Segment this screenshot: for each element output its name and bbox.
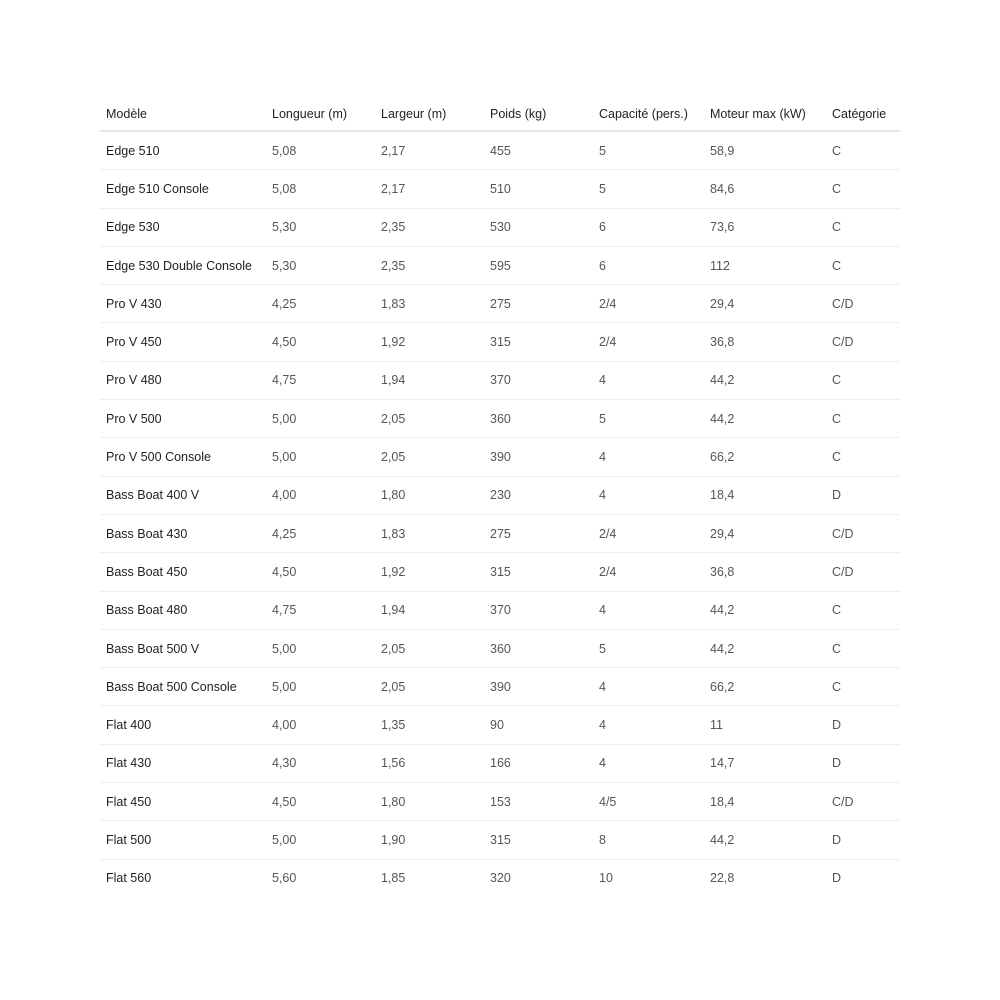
table-row [100, 170, 900, 208]
cell-length: 4,25 [266, 285, 375, 323]
cell-width: 2,05 [375, 668, 484, 706]
cell-category: C [826, 629, 900, 667]
column-header-length: Longueur (m) [266, 97, 375, 131]
cell-capacity: 2/4 [593, 323, 704, 361]
cell-length: 5,00 [266, 668, 375, 706]
cell-max-engine: 44,2 [704, 361, 826, 399]
cell-width: 1,83 [375, 514, 484, 552]
cell-model: Flat 400 [100, 706, 266, 744]
cell-max-engine: 66,2 [704, 668, 826, 706]
table-row [100, 285, 900, 323]
cell-max-engine: 58,9 [704, 131, 826, 170]
cell-category: D [826, 821, 900, 859]
cell-category: D [826, 476, 900, 514]
cell-max-engine: 112 [704, 246, 826, 284]
cell-model: Edge 510 Console [100, 170, 266, 208]
cell-max-engine: 44,2 [704, 591, 826, 629]
column-header-max-engine: Moteur max (kW) [704, 97, 826, 131]
cell-category: C [826, 438, 900, 476]
cell-weight: 390 [484, 668, 593, 706]
column-header-category: Catégorie [826, 97, 900, 131]
cell-width: 1,92 [375, 323, 484, 361]
cell-max-engine: 66,2 [704, 438, 826, 476]
cell-length: 5,30 [266, 208, 375, 246]
table-body [100, 131, 900, 897]
table-row [100, 208, 900, 246]
cell-max-engine: 18,4 [704, 783, 826, 821]
cell-category: C [826, 361, 900, 399]
column-header-width: Largeur (m) [375, 97, 484, 131]
cell-capacity: 4 [593, 706, 704, 744]
cell-model: Edge 510 [100, 131, 266, 170]
cell-length: 4,25 [266, 514, 375, 552]
cell-capacity: 4/5 [593, 783, 704, 821]
cell-capacity: 4 [593, 438, 704, 476]
table-row [100, 591, 900, 629]
cell-category: C [826, 591, 900, 629]
cell-max-engine: 44,2 [704, 400, 826, 438]
cell-category: C [826, 131, 900, 170]
cell-length: 5,00 [266, 821, 375, 859]
cell-capacity: 4 [593, 744, 704, 782]
cell-category: C/D [826, 323, 900, 361]
cell-category: C [826, 170, 900, 208]
table-row [100, 629, 900, 667]
cell-width: 2,05 [375, 438, 484, 476]
cell-capacity: 2/4 [593, 514, 704, 552]
cell-capacity: 2/4 [593, 553, 704, 591]
cell-width: 2,35 [375, 208, 484, 246]
cell-capacity: 4 [593, 668, 704, 706]
cell-width: 1,94 [375, 591, 484, 629]
column-header-model: Modèle [100, 97, 266, 131]
cell-width: 1,92 [375, 553, 484, 591]
cell-length: 4,30 [266, 744, 375, 782]
cell-max-engine: 11 [704, 706, 826, 744]
cell-length: 5,00 [266, 400, 375, 438]
cell-length: 4,75 [266, 591, 375, 629]
table-row [100, 859, 900, 897]
table-row [100, 476, 900, 514]
cell-category: C [826, 400, 900, 438]
cell-category: C [826, 246, 900, 284]
cell-category: D [832, 871, 842, 886]
boat-specs-table [100, 97, 900, 897]
cell-model: Flat 430 [100, 744, 266, 782]
cell-weight: 153 [484, 783, 593, 821]
cell-length: 5,30 [266, 246, 375, 284]
cell-model: Bass Boat 480 [100, 591, 266, 629]
header-row [100, 97, 900, 131]
cell-model: Flat 560 [106, 871, 152, 886]
cell-model: Pro V 500 [100, 400, 266, 438]
cell-weight: 360 [484, 400, 593, 438]
cell-capacity: 6 [593, 246, 704, 284]
cell-capacity: 4 [593, 591, 704, 629]
cell-width: 1,85 [381, 871, 406, 886]
table-row [100, 706, 900, 744]
cell-capacity: 5 [593, 629, 704, 667]
cell-capacity: 5 [593, 170, 704, 208]
cell-category: C/D [826, 553, 900, 591]
cell-capacity: 8 [593, 821, 704, 859]
cell-model: Flat 500 [100, 821, 266, 859]
cell-weight: 90 [484, 706, 593, 744]
cell-width: 2,35 [375, 246, 484, 284]
cell-width: 1,35 [375, 706, 484, 744]
cell-weight: 275 [484, 285, 593, 323]
cell-length: 4,50 [266, 323, 375, 361]
cell-width: 1,56 [375, 744, 484, 782]
table-row [100, 400, 900, 438]
cell-capacity: 2/4 [593, 285, 704, 323]
cell-width: 1,90 [375, 821, 484, 859]
cell-length: 4,00 [266, 476, 375, 514]
table-header [100, 97, 900, 131]
cell-category: C/D [826, 783, 900, 821]
cell-model: Bass Boat 400 V [100, 476, 266, 514]
cell-model: Bass Boat 430 [100, 514, 266, 552]
table-row [100, 323, 900, 361]
cell-model: Bass Boat 450 [100, 553, 266, 591]
table-row [100, 744, 900, 782]
cell-length: 5,00 [266, 438, 375, 476]
cell-weight: 166 [484, 744, 593, 782]
cell-length: 5,08 [266, 170, 375, 208]
cell-weight: 320 [490, 871, 511, 886]
cell-weight: 370 [484, 591, 593, 629]
cell-model: Bass Boat 500 Console [100, 668, 266, 706]
cell-length: 5,08 [266, 131, 375, 170]
cell-weight: 315 [484, 553, 593, 591]
cell-capacity: 5 [593, 131, 704, 170]
cell-model: Bass Boat 500 V [100, 629, 266, 667]
cell-max-engine: 44,2 [704, 629, 826, 667]
cell-capacity: 4 [593, 361, 704, 399]
table-row [100, 783, 900, 821]
cell-length: 4,50 [266, 553, 375, 591]
cell-category: D [826, 706, 900, 744]
cell-max-engine: 29,4 [704, 514, 826, 552]
cell-weight: 595 [484, 246, 593, 284]
table-row [100, 246, 900, 284]
column-header-capacity: Capacité (pers.) [593, 97, 704, 131]
cell-capacity: 4 [593, 476, 704, 514]
cell-category: C/D [826, 514, 900, 552]
cell-weight: 370 [484, 361, 593, 399]
cell-model: Pro V 500 Console [100, 438, 266, 476]
cell-weight: 360 [484, 629, 593, 667]
cell-category: D [826, 744, 900, 782]
cell-weight: 315 [484, 323, 593, 361]
table-row [100, 131, 900, 170]
table-row [100, 361, 900, 399]
cell-max-engine: 44,2 [704, 821, 826, 859]
cell-max-engine: 18,4 [704, 476, 826, 514]
cell-width: 2,17 [375, 131, 484, 170]
cell-max-engine: 73,6 [704, 208, 826, 246]
cell-length: 5,00 [266, 629, 375, 667]
cell-capacity: 5 [593, 400, 704, 438]
cell-model: Flat 450 [100, 783, 266, 821]
cell-weight: 315 [484, 821, 593, 859]
cell-category: C [826, 208, 900, 246]
cell-max-engine: 36,8 [704, 323, 826, 361]
table-row [100, 514, 900, 552]
column-header-weight: Poids (kg) [484, 97, 593, 131]
cell-max-engine: 29,4 [704, 285, 826, 323]
cell-length: 5,60 [272, 871, 297, 886]
cell-length: 4,75 [266, 361, 375, 399]
table-row [100, 438, 900, 476]
cell-width: 1,80 [375, 783, 484, 821]
specs-table-container [100, 97, 900, 897]
cell-max-engine: 22,8 [710, 871, 735, 886]
table-row [100, 553, 900, 591]
cell-width: 2,05 [375, 400, 484, 438]
cell-max-engine: 36,8 [704, 553, 826, 591]
cell-width: 1,94 [375, 361, 484, 399]
cell-weight: 275 [484, 514, 593, 552]
cell-model: Pro V 450 [100, 323, 266, 361]
cell-category: C [826, 668, 900, 706]
cell-model: Edge 530 Double Console [100, 246, 266, 284]
cell-max-engine: 84,6 [704, 170, 826, 208]
cell-model: Edge 530 [100, 208, 266, 246]
cell-max-engine: 14,7 [704, 744, 826, 782]
cell-category: C/D [826, 285, 900, 323]
cell-model: Pro V 430 [100, 285, 266, 323]
cell-width: 1,80 [375, 476, 484, 514]
cell-weight: 530 [484, 208, 593, 246]
cell-model: Pro V 480 [100, 361, 266, 399]
cell-length: 4,00 [266, 706, 375, 744]
cell-width: 2,17 [375, 170, 484, 208]
cell-weight: 455 [484, 131, 593, 170]
table-row [100, 668, 900, 706]
cell-weight: 390 [484, 438, 593, 476]
cell-length: 4,50 [266, 783, 375, 821]
cell-width: 2,05 [375, 629, 484, 667]
cell-capacity: 10 [599, 871, 613, 886]
table-row [100, 821, 900, 859]
cell-capacity: 6 [593, 208, 704, 246]
cell-weight: 510 [484, 170, 593, 208]
cell-weight: 230 [484, 476, 593, 514]
cell-width: 1,83 [375, 285, 484, 323]
